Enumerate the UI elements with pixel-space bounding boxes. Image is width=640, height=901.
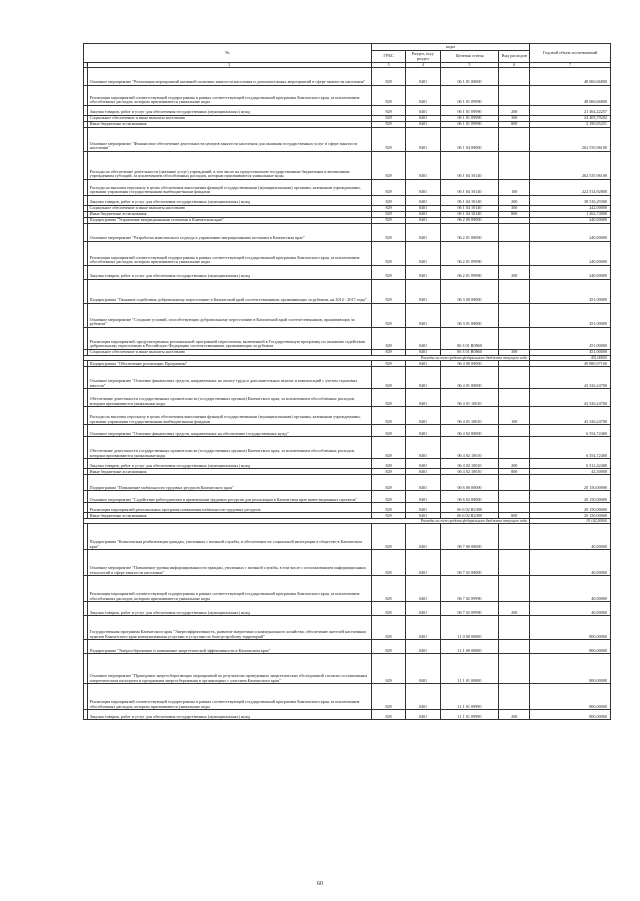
row-target-article: 06 2 00 00000 bbox=[440, 218, 499, 224]
row-target-article: 06 1 04 10140 bbox=[440, 196, 499, 206]
row-target-article: 06 4 01 10010 bbox=[440, 407, 499, 425]
row-razdel: 0401 bbox=[406, 389, 440, 407]
budget-table bbox=[83, 43, 611, 720]
row-razdel: 0401 bbox=[406, 68, 440, 86]
row-sum: 800,00000 bbox=[530, 710, 611, 720]
row-expense-type bbox=[499, 491, 530, 503]
row-sum: 38 516,29300 bbox=[530, 196, 611, 206]
row-sum: 40,00000 bbox=[530, 576, 611, 602]
row-target-article: 06 4 00 00000 bbox=[440, 361, 499, 367]
row-name: Закупка товаров, работ и услуг для обеспечения государственных (муниципальных) нужд bbox=[87, 196, 371, 206]
row-name: Реализация мероприятий соответствующей подпрограммы в рамках соответствующей государственной программы Камчатского края, за исключением обособленных расходов, которым присваиваются уникальные коды bbox=[87, 86, 371, 106]
row-expense-type: 800 bbox=[499, 469, 530, 475]
row-name: Основное мероприятие "Содействие работодателям в привлечении трудовых ресурсов для реализации в Камчатском крае инвестиционных проектов" bbox=[87, 491, 371, 503]
column-index: 5 bbox=[440, 63, 499, 68]
row-sum: 48 060,66800 bbox=[530, 68, 611, 86]
row-sum: 43 326,24700 bbox=[530, 367, 611, 389]
table-row bbox=[84, 654, 611, 684]
row-expense-type: 300 bbox=[499, 116, 530, 122]
row-target-article: 06 7 02 00000 bbox=[440, 550, 499, 576]
row-razdel: 0401 bbox=[406, 212, 440, 218]
row-sum: 240,00000 bbox=[530, 266, 611, 280]
row-target-article: 11 1 01 00000 bbox=[440, 654, 499, 684]
row-razdel: 0401 bbox=[406, 576, 440, 602]
row-grbs: 829 bbox=[371, 152, 405, 180]
row-sum: 240,00000 bbox=[530, 224, 611, 242]
row-sum: 6 554,72400 bbox=[530, 425, 611, 437]
row-grbs: 829 bbox=[371, 524, 405, 550]
note-sum: 451,00000 bbox=[530, 356, 611, 361]
table-row bbox=[84, 128, 611, 152]
row-target-article: 06 1 04 00000 bbox=[440, 128, 499, 152]
row-razdel: 0401 bbox=[406, 242, 440, 266]
row-target-article: 06 7 02 09990 bbox=[440, 576, 499, 602]
row-sum: 451,00000 bbox=[530, 280, 611, 304]
row-target-article: 06 1 01 09990 bbox=[440, 122, 499, 128]
table-row bbox=[84, 280, 611, 304]
row-name: Закупка товаров, работ и услуг для обеспечения государственных (муниципальных) нужд bbox=[87, 459, 371, 469]
row-grbs: 829 bbox=[371, 469, 405, 475]
row-grbs: 829 bbox=[371, 367, 405, 389]
row-razdel: 0401 bbox=[406, 524, 440, 550]
row-sum: 6 512,42400 bbox=[530, 459, 611, 469]
row-sum: 20 150,00000 bbox=[530, 491, 611, 503]
row-sum: 40,00000 bbox=[530, 550, 611, 576]
header-codes: коды bbox=[371, 44, 529, 51]
row-target-article: 06 3 01 00000 bbox=[440, 304, 499, 328]
row-name: Расходы на обеспечение деятельности (оказание услуг) учреждений, в том числе на предоставление государственным бюджетным и автономным учреждениям субсидий, за исключением обособленных расходов, которым присваиваются уникальные коды bbox=[87, 152, 371, 180]
row-name: Основное мероприятие "Проведение энергосберегающих мероприятий по результатам проведенных энергетических обследований согласно составленным энергетическим паспортам и программам энергосбережения в организациях с участием Камчатского края" bbox=[87, 654, 371, 684]
row-sum: 451,00000 bbox=[530, 328, 611, 350]
row-name: Государственная программа Камчатского края "Энергоэффективность, развитие энергетики и коммунального хозяйства, обеспечение жителей населенных пунктов Камчатского края коммунальными услугами и услугами по благоустройству территорий" bbox=[87, 616, 371, 640]
table-row bbox=[84, 367, 611, 389]
row-expense-type: 100 bbox=[499, 180, 530, 196]
row-expense-type bbox=[499, 304, 530, 328]
header-razdel: Раздел, под-раздел bbox=[406, 51, 440, 63]
table-row bbox=[84, 407, 611, 425]
row-razdel: 0401 bbox=[406, 367, 440, 389]
row-grbs: 829 bbox=[371, 407, 405, 425]
row-expense-type bbox=[499, 152, 530, 180]
row-name: Расходы на выплаты персоналу в целях обеспечения выполнения функций государственными (муниципальными) органами, казенными учреждениями, органами управления государственными внебюджетными фондами bbox=[87, 407, 371, 425]
row-target-article: 06 6 02 R2380 bbox=[440, 503, 499, 513]
table-row bbox=[84, 180, 611, 196]
table-row bbox=[84, 68, 611, 86]
row-target-article: 06 4 01 00000 bbox=[440, 367, 499, 389]
row-sum: 49 880,97100 bbox=[530, 361, 611, 367]
row-expense-type bbox=[499, 640, 530, 654]
row-target-article: 11 1 00 00000 bbox=[440, 640, 499, 654]
column-index: 1 bbox=[84, 63, 88, 68]
row-expense-type bbox=[499, 684, 530, 710]
row-grbs: 829 bbox=[371, 602, 405, 616]
row-grbs: 829 bbox=[371, 328, 405, 350]
row-sum: 800,00000 bbox=[530, 684, 611, 710]
row-expense-type: 200 bbox=[499, 106, 530, 116]
table-row bbox=[84, 475, 611, 491]
table-row bbox=[84, 684, 611, 710]
row-target-article: 06 1 04 10140 bbox=[440, 152, 499, 180]
row-name: Подпрограмма "Обеспечение реализации Программы" bbox=[87, 361, 371, 367]
header-grbs: ГРБС bbox=[371, 51, 405, 63]
row-expense-type: 800 bbox=[499, 212, 530, 218]
row-target-article: 06 2 01 09990 bbox=[440, 242, 499, 266]
row-expense-type bbox=[499, 242, 530, 266]
row-name: Социальное обеспечение и иные выплаты населению bbox=[87, 350, 371, 356]
row-sum: 222 514,92800 bbox=[530, 180, 611, 196]
row-razdel: 0401 bbox=[406, 407, 440, 425]
row-target-article: 06 4 02 10010 bbox=[440, 437, 499, 459]
row-grbs: 829 bbox=[371, 266, 405, 280]
row-grbs: 829 bbox=[371, 86, 405, 106]
row-sum: 1 262,74000 bbox=[530, 212, 611, 218]
row-expense-type: 200 bbox=[499, 602, 530, 616]
header-annual-sum: Годовой объем ассигнований bbox=[530, 44, 611, 63]
row-razdel: 0401 bbox=[406, 180, 440, 196]
row-expense-type bbox=[499, 576, 530, 602]
row-sum: 451,00000 bbox=[530, 350, 611, 356]
row-expense-type bbox=[499, 86, 530, 106]
row-sum: 242,00000 bbox=[530, 206, 611, 212]
row-grbs: 829 bbox=[371, 491, 405, 503]
row-grbs: 829 bbox=[371, 212, 405, 218]
row-grbs: 829 bbox=[371, 503, 405, 513]
row-name: Иные бюджетные ассигнования bbox=[87, 513, 371, 519]
row-target-article: 06 1 01 00000 bbox=[440, 68, 499, 86]
table-row bbox=[84, 425, 611, 437]
row-razdel: 0401 bbox=[406, 361, 440, 367]
row-sum: 800,00000 bbox=[530, 640, 611, 654]
table-row bbox=[84, 503, 611, 513]
row-razdel: 0401 bbox=[406, 616, 440, 640]
row-name: Основное мероприятие "Создание условий, способствующих добровольному переселению в Камчатский край соотечественников, проживающих за рубежом" bbox=[87, 304, 371, 328]
row-razdel: 0401 bbox=[406, 350, 440, 356]
row-grbs: 829 bbox=[371, 304, 405, 328]
note-sum: 19 142,50000 bbox=[530, 519, 611, 524]
row-expense-type bbox=[499, 389, 530, 407]
row-name: Подпрограмма "Энергосбережение и повышение энергетической эффективности в Камчатском крае" bbox=[87, 640, 371, 654]
row-target-article: 06 1 04 10140 bbox=[440, 180, 499, 196]
table-row bbox=[84, 106, 611, 116]
table-row bbox=[84, 196, 611, 206]
row-target-article: 11 0 00 00000 bbox=[440, 616, 499, 640]
table-row bbox=[84, 242, 611, 266]
row-grbs: 829 bbox=[371, 425, 405, 437]
row-razdel: 0401 bbox=[406, 513, 440, 519]
row-sum: 48 060,66800 bbox=[530, 86, 611, 106]
row-name: Обеспечение деятельности государственных органов власти (государственных органов) Камчатского края, за исключением обособленных расходов, которым присваиваются уникальные коды bbox=[87, 389, 371, 407]
row-sum: 20 150,00000 bbox=[530, 513, 611, 519]
row-name: Основное мероприятие "Освоение финансовых средств, направленных на обеспечение государственных нужд" bbox=[87, 425, 371, 437]
row-sum: 240,00000 bbox=[530, 242, 611, 266]
table-row bbox=[84, 602, 611, 616]
row-grbs: 829 bbox=[371, 361, 405, 367]
row-target-article: 11 1 01 09990 bbox=[440, 710, 499, 720]
row-target-article: 06 4 01 10010 bbox=[440, 389, 499, 407]
row-target-article: 06 2 01 00000 bbox=[440, 224, 499, 242]
row-target-article: 06 1 04 10140 bbox=[440, 206, 499, 212]
row-name: Основное мероприятие "Освоение финансовых средств, направленных на оплату труда и дополнительных выплат и компенсаций с учетом страховых взносов" bbox=[87, 367, 371, 389]
row-name: Закупка товаров, работ и услуг для обеспечения государственных (муниципальных) нужд bbox=[87, 106, 371, 116]
row-grbs: 829 bbox=[371, 684, 405, 710]
row-razdel: 0401 bbox=[406, 491, 440, 503]
row-razdel: 0401 bbox=[406, 425, 440, 437]
row-grbs: 829 bbox=[371, 180, 405, 196]
row-expense-type bbox=[499, 654, 530, 684]
row-name: Иные бюджетные ассигнования bbox=[87, 212, 371, 218]
row-target-article: 06 3 01 R0860 bbox=[440, 350, 499, 356]
row-name: Основное мероприятие "Реализация мероприятий активной политики занятости населения и дополнительных мероприятий в сфере занятости населения" bbox=[87, 68, 371, 86]
row-razdel: 0401 bbox=[406, 106, 440, 116]
row-expense-type: 200 bbox=[499, 710, 530, 720]
header-expense-type: Вид расходов bbox=[499, 51, 530, 63]
row-target-article: 06 6 00 00000 bbox=[440, 475, 499, 491]
row-name: Подпрограмма "Оказание содействия добровольному переселению в Камчатский край соотечественников, проживающих за рубежом, на 2014 - 2017 годы" bbox=[87, 280, 371, 304]
row-target-article: 06 4 02 00000 bbox=[440, 425, 499, 437]
row-sum: 6 554,72400 bbox=[530, 437, 611, 459]
table-row bbox=[84, 459, 611, 469]
table-row bbox=[84, 550, 611, 576]
row-sum: 800,00000 bbox=[530, 654, 611, 684]
row-razdel: 0401 bbox=[406, 437, 440, 459]
column-index: 4 bbox=[406, 63, 440, 68]
row-razdel: 0401 bbox=[406, 602, 440, 616]
row-grbs: 829 bbox=[371, 654, 405, 684]
row-name: Основное мероприятие "Разработка комплексного подхода к управлению миграционными потоками в Камчатском крае" bbox=[87, 224, 371, 242]
row-sum: 2 190,65251 bbox=[530, 122, 611, 128]
row-grbs: 829 bbox=[371, 437, 405, 459]
row-razdel: 0401 bbox=[406, 654, 440, 684]
row-sum: 240,00000 bbox=[530, 218, 611, 224]
row-expense-type bbox=[499, 503, 530, 513]
row-target-article: 06 1 01 09990 bbox=[440, 116, 499, 122]
row-razdel: 0401 bbox=[406, 196, 440, 206]
row-grbs: 829 bbox=[371, 350, 405, 356]
row-name: Закупка товаров, работ и услуг для обеспечения государственных (муниципальных) нужд bbox=[87, 710, 371, 720]
row-grbs: 829 bbox=[371, 224, 405, 242]
row-sum: 451,00000 bbox=[530, 304, 611, 328]
row-razdel: 0401 bbox=[406, 550, 440, 576]
row-target-article: 06 1 01 09990 bbox=[440, 106, 499, 116]
row-expense-type bbox=[499, 616, 530, 640]
row-target-article: 06 4 02 10010 bbox=[440, 469, 499, 475]
table-row bbox=[84, 86, 611, 106]
table-row bbox=[84, 524, 611, 550]
row-expense-type bbox=[499, 128, 530, 152]
row-name: Основное мероприятие "Финансовое обеспечение деятельности центров занятости населения для оказания государственных услуг в сфере занятости населения" bbox=[87, 128, 371, 152]
column-index: 7 bbox=[530, 63, 611, 68]
row-razdel: 0401 bbox=[406, 152, 440, 180]
row-target-article: 06 3 00 00000 bbox=[440, 280, 499, 304]
row-name: Закупка товаров, работ и услуг для обеспечения государственных (муниципальных) нужд bbox=[87, 602, 371, 616]
table-row bbox=[84, 304, 611, 328]
row-razdel: 0401 bbox=[406, 86, 440, 106]
column-index: 6 bbox=[499, 63, 530, 68]
row-expense-type: 300 bbox=[499, 206, 530, 212]
row-grbs: 829 bbox=[371, 68, 405, 86]
row-name: Расходы на выплаты персоналу в целях обеспечения выполнения функций государственными (муниципальными) органами, казенными учреждениями, органами управления государственными внебюджетными фондами bbox=[87, 180, 371, 196]
row-grbs: 829 bbox=[371, 116, 405, 122]
column-index: 3 bbox=[371, 63, 405, 68]
row-grbs: 829 bbox=[371, 389, 405, 407]
row-razdel: 0401 bbox=[406, 116, 440, 122]
table-body bbox=[84, 68, 611, 720]
page-number: 60 bbox=[317, 881, 323, 887]
row-razdel: 0401 bbox=[406, 280, 440, 304]
row-expense-type bbox=[499, 367, 530, 389]
header-number: № bbox=[84, 44, 372, 63]
row-expense-type: 300 bbox=[499, 350, 530, 356]
row-name: Социальное обеспечение и иные выплаты населению bbox=[87, 116, 371, 122]
row-grbs: 829 bbox=[371, 206, 405, 212]
row-name: Закупка товаров, работ и услуг для обеспечения государственных (муниципальных) нужд bbox=[87, 266, 371, 280]
row-razdel: 0401 bbox=[406, 128, 440, 152]
table-row bbox=[84, 224, 611, 242]
row-grbs: 829 bbox=[371, 576, 405, 602]
row-sum: 43 326,24700 bbox=[530, 389, 611, 407]
row-sum: 40,00000 bbox=[530, 602, 611, 616]
row-name: Реализация мероприятий региональных программ повышения мобильности трудовых ресурсов bbox=[87, 503, 371, 513]
table-row bbox=[84, 152, 611, 180]
note-text: Расходы за счет средств федерального бюджета текущего года bbox=[84, 519, 530, 524]
row-expense-type bbox=[499, 425, 530, 437]
row-target-article: 06 1 04 10140 bbox=[440, 212, 499, 218]
row-razdel: 0401 bbox=[406, 503, 440, 513]
row-grbs: 829 bbox=[371, 475, 405, 491]
row-expense-type: 100 bbox=[499, 407, 530, 425]
header-target-article: Целевая статья bbox=[440, 51, 499, 63]
row-grbs: 829 bbox=[371, 122, 405, 128]
row-sum: 20 150,00000 bbox=[530, 475, 611, 491]
row-name: Реализация мероприятий соответствующей подпрограммы в рамках соответствующей государственной программы Камчатского края, за исключением обособленных расходов, которым присваиваются уникальные коды bbox=[87, 242, 371, 266]
row-razdel: 0401 bbox=[406, 684, 440, 710]
row-sum: 20 150,00000 bbox=[530, 503, 611, 513]
row-razdel: 0401 bbox=[406, 206, 440, 212]
row-name: Реализация мероприятий соответствующей подпрограммы в рамках соответствующей государственной программы Камчатского края, за исключением обособленных расходов, которым присваиваются уникальные коды bbox=[87, 684, 371, 710]
table-row bbox=[84, 640, 611, 654]
row-sum: 262 535,96100 bbox=[530, 152, 611, 180]
row-expense-type bbox=[499, 280, 530, 304]
row-razdel: 0401 bbox=[406, 459, 440, 469]
row-name: Социальное обеспечение и иные выплаты населению bbox=[87, 206, 371, 212]
table-row bbox=[84, 437, 611, 459]
row-razdel: 0401 bbox=[406, 218, 440, 224]
row-razdel: 0401 bbox=[406, 469, 440, 475]
row-razdel: 0401 bbox=[406, 122, 440, 128]
row-target-article: 06 3 01 R0860 bbox=[440, 328, 499, 350]
row-expense-type bbox=[499, 437, 530, 459]
row-razdel: 0401 bbox=[406, 224, 440, 242]
row-target-article: 06 6 02 00000 bbox=[440, 491, 499, 503]
table-row bbox=[84, 616, 611, 640]
row-grbs: 829 bbox=[371, 513, 405, 519]
row-expense-type: 200 bbox=[499, 459, 530, 469]
row-name: Подпрограмма "Комплексная реабилитация граждан, уволенных с военной службы, и обеспечение их социальной интеграции в общество в Камчатском крае" bbox=[87, 524, 371, 550]
row-name: Подпрограмма "Управление миграционными потоками в Камчатском крае" bbox=[87, 218, 371, 224]
row-grbs: 829 bbox=[371, 242, 405, 266]
row-target-article: 11 1 01 09990 bbox=[440, 684, 499, 710]
row-expense-type: 200 bbox=[499, 196, 530, 206]
row-expense-type bbox=[499, 328, 530, 350]
budget-table-sheet bbox=[83, 43, 611, 720]
row-expense-type: 200 bbox=[499, 266, 530, 280]
row-expense-type: 800 bbox=[499, 513, 530, 519]
row-expense-type: 800 bbox=[499, 122, 530, 128]
row-name: Реализация мероприятий, предусмотренных региональной программой переселения, включенной в Государственную программу по оказанию содействия добровольному переселению в Российскую Федерацию соотечественников, проживающих за рубежом bbox=[87, 328, 371, 350]
row-grbs: 829 bbox=[371, 616, 405, 640]
table-row bbox=[84, 491, 611, 503]
column-index: 2 bbox=[87, 63, 371, 68]
row-target-article: 06 7 00 00000 bbox=[440, 524, 499, 550]
row-grbs: 829 bbox=[371, 640, 405, 654]
row-razdel: 0401 bbox=[406, 328, 440, 350]
row-target-article: 06 7 02 09990 bbox=[440, 602, 499, 616]
row-grbs: 829 bbox=[371, 280, 405, 304]
row-sum: 262 535,96100 bbox=[530, 128, 611, 152]
row-expense-type bbox=[499, 224, 530, 242]
row-sum: 43 326,24700 bbox=[530, 407, 611, 425]
row-target-article: 06 2 01 09990 bbox=[440, 266, 499, 280]
table-row bbox=[84, 389, 611, 407]
row-target-article: 06 4 02 10010 bbox=[440, 459, 499, 469]
row-name: Подпрограмма "Повышение мобильности трудовых ресурсов Камчатского края" bbox=[87, 475, 371, 491]
table-row bbox=[84, 266, 611, 280]
table-row bbox=[84, 576, 611, 602]
note-text: Расходы за счет средств федерального бюджета текущего года bbox=[84, 356, 530, 361]
row-grbs: 829 bbox=[371, 106, 405, 116]
row-expense-type bbox=[499, 68, 530, 86]
row-expense-type bbox=[499, 524, 530, 550]
row-target-article: 06 1 01 09990 bbox=[440, 86, 499, 106]
row-name: Иные бюджетные ассигнования bbox=[87, 469, 371, 475]
row-sum: 21 464,22257 bbox=[530, 106, 611, 116]
table-row bbox=[84, 710, 611, 720]
row-razdel: 0401 bbox=[406, 710, 440, 720]
row-grbs: 829 bbox=[371, 710, 405, 720]
row-razdel: 0401 bbox=[406, 304, 440, 328]
row-grbs: 829 bbox=[371, 128, 405, 152]
row-expense-type bbox=[499, 475, 530, 491]
row-razdel: 0401 bbox=[406, 640, 440, 654]
row-sum: 24 405,79292 bbox=[530, 116, 611, 122]
row-sum: 42,30000 bbox=[530, 469, 611, 475]
row-name: Иные бюджетные ассигнования bbox=[87, 122, 371, 128]
row-grbs: 829 bbox=[371, 550, 405, 576]
row-expense-type bbox=[499, 550, 530, 576]
row-grbs: 829 bbox=[371, 459, 405, 469]
row-sum: 40,00000 bbox=[530, 524, 611, 550]
row-target-article: 06 6 02 R2380 bbox=[440, 513, 499, 519]
row-name: Реализация мероприятий соответствующей подпрограммы в рамках соответствующей государственной программы Камчатского края, за исключением обособленных расходов, которым присваиваются уникальные коды bbox=[87, 576, 371, 602]
row-grbs: 829 bbox=[371, 196, 405, 206]
row-razdel: 0401 bbox=[406, 266, 440, 280]
row-razdel: 0401 bbox=[406, 475, 440, 491]
table-row bbox=[84, 328, 611, 350]
row-grbs: 829 bbox=[371, 218, 405, 224]
row-sum: 800,00000 bbox=[530, 616, 611, 640]
row-name: Обеспечение деятельности государственных органов власти (государственных органов) Камчатского края, за исключением обособленных расходов, которым присваиваются уникальные коды bbox=[87, 437, 371, 459]
row-name: Основное мероприятие "Повышение уровня информированности граждан, уволенных с военной службы, в том числе с использованием информационных технологий в сфере занятости населения" bbox=[87, 550, 371, 576]
